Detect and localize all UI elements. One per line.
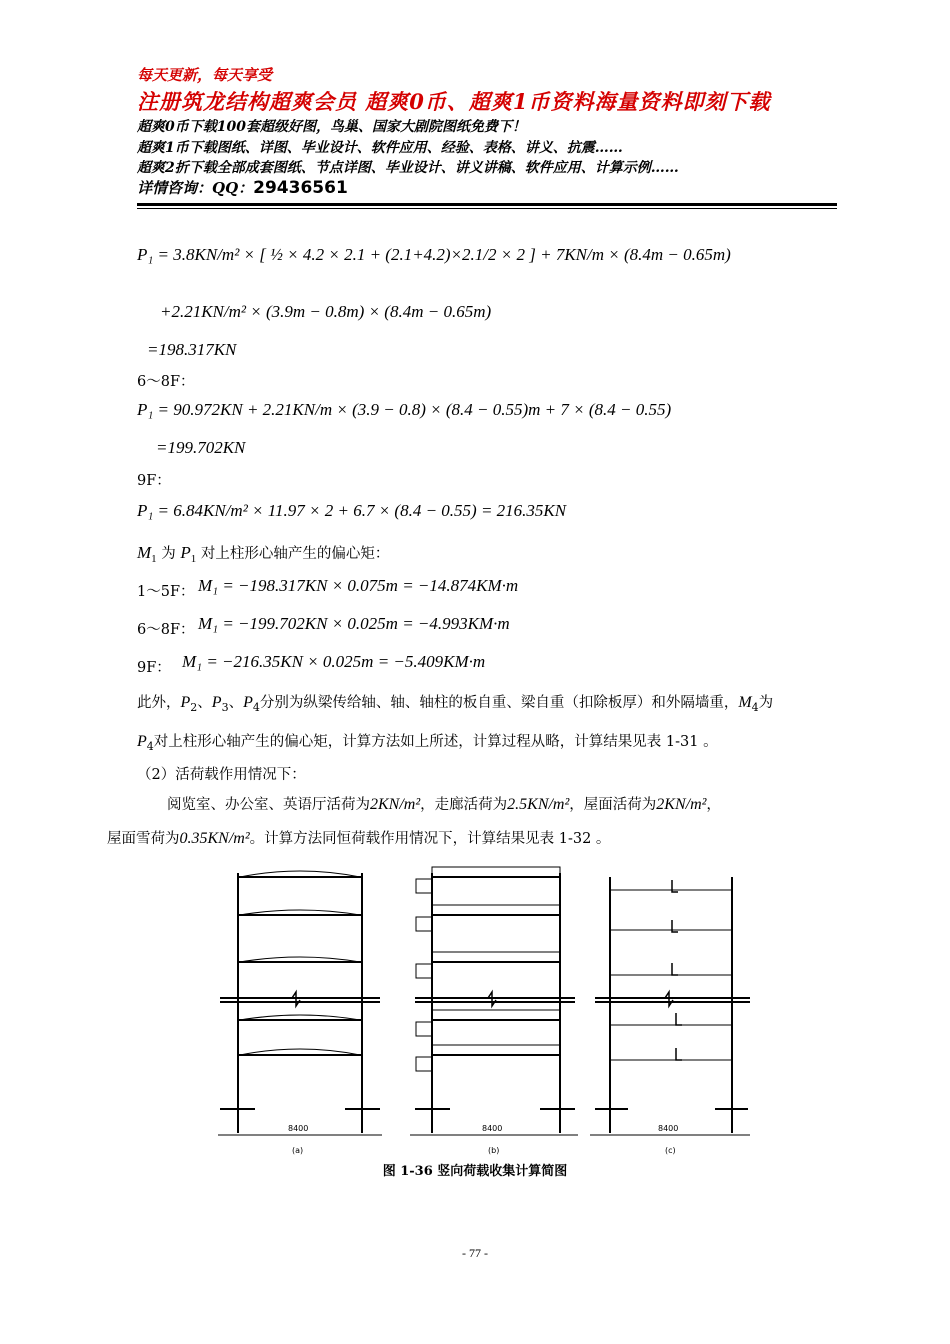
m1-6-8-label: 6～8F： <box>137 622 195 638</box>
paragraph-dead-load-note: 此外，$P_2$、$P_3$、$P_4$分别为纵梁传给轴、轴、轴柱的板自重、梁自重（扣除板厚）和外隔墙重，$M_4$为 $P_4$对上柱形心轴产生的偏心矩，计算方法如上所述，计算过程从略，计算结果见表 1-31 。 <box>137 694 774 753</box>
paragraph-live-load: 阅览室、办公室、英语厅活荷为2KN/m²，走廊活荷为2.5KN/m²，屋面活荷为2KN/m²， 屋面雪荷为0.35KN/m²。计算方法同恒荷载作用情况下，计算结果见表 1-32 。 <box>107 796 721 847</box>
figure-caption: 图 1-36 竖向荷载收集计算简图 <box>382 1164 568 1179</box>
heading-live-load: （2）活荷载作用情况下： <box>137 767 306 783</box>
ad-line-3: 超爽0币下载100套超级好图，鸟巢、国家大剧院图纸免费下！ <box>137 119 526 135</box>
ad-line-5: 超爽2折下载全部成套图纸、节点详图、毕业设计、讲义讲稿、软件应用、计算示例…… <box>137 160 679 176</box>
label-c: (c) <box>665 1146 676 1155</box>
frame-b <box>410 867 578 1135</box>
dim-b: 8400 <box>482 1124 503 1133</box>
eq-p1-1-5-result: =198.317KN <box>147 340 237 359</box>
qq-label: 详情咨询：QQ： <box>137 179 254 197</box>
floor-label-9: 9F： <box>137 473 171 489</box>
m1-intro <box>137 542 389 565</box>
m1-1-5-label: 1～5F： <box>137 584 195 600</box>
eq-m1-1-5: M₁ = −198.317KN × 0.075m = −14.874KM·m <box>198 576 519 595</box>
header-rule-thin <box>137 208 837 209</box>
eq-p1-1-5: P₁ = 3.8KN/m² × [ ½ × 4.2 × 2.1 + (2.1+4.2)×2.1/2 × 2 ] + 7KN/m × (8.4m − 0.65m) <box>137 245 731 264</box>
label-a: (a) <box>292 1146 304 1155</box>
m1-intro-text: 为 <box>161 546 176 562</box>
m1-symbol: $M_1$ <box>137 543 157 565</box>
p1-symbol: $P_1$ <box>180 543 197 565</box>
m1-intro-tail: 对上柱形心轴产生的偏心矩： <box>200 546 390 562</box>
ad-line-1: 每天更新，每天享受 <box>137 66 273 84</box>
qq-number: 29436561 <box>253 178 348 198</box>
header-rule-thick <box>137 203 837 206</box>
ad-line-4: 超爽1币下载图纸、详图、毕业设计、软件应用、经验、表格、讲义、抗震…… <box>137 140 623 156</box>
load-diagram-figure <box>210 865 750 1160</box>
eq-p1-6-8: P₁ = 90.972KN + 2.21KN/m × (3.9 − 0.8) × (8.4 − 0.55)m + 7 × (8.4 − 0.55) <box>137 400 672 419</box>
m1-9-label: 9F： <box>137 660 171 676</box>
frame-a <box>218 871 382 1135</box>
dim-a: 8400 <box>288 1124 309 1133</box>
eq-p1-9: P₁ = 6.84KN/m² × 11.97 × 2 + 6.7 × (8.4 − 0.55) = 216.35KN <box>137 501 567 520</box>
eq-p1-6-8-result: =199.702KN <box>156 438 246 457</box>
floor-label-6-8: 6～8F： <box>137 374 195 390</box>
eq-p1-1-5-cont: +2.21KN/m² × (3.9m − 0.8m) × (8.4m − 0.65m) <box>160 302 492 321</box>
dim-c: 8400 <box>658 1124 679 1133</box>
ad-contact <box>137 177 348 198</box>
frame-c <box>590 877 750 1135</box>
eq-m1-6-8: M₁ = −199.702KN × 0.025m = −4.993KM·m <box>198 614 510 633</box>
label-b: (b) <box>488 1146 500 1155</box>
ad-line-2: 注册筑龙结构超爽会员 超爽0币、超爽1币资料海量资料即刻下载 <box>137 89 771 114</box>
page-number: - 77 - <box>462 1246 488 1260</box>
eq-m1-9: M₁ = −216.35KN × 0.025m = −5.409KM·m <box>182 652 486 671</box>
